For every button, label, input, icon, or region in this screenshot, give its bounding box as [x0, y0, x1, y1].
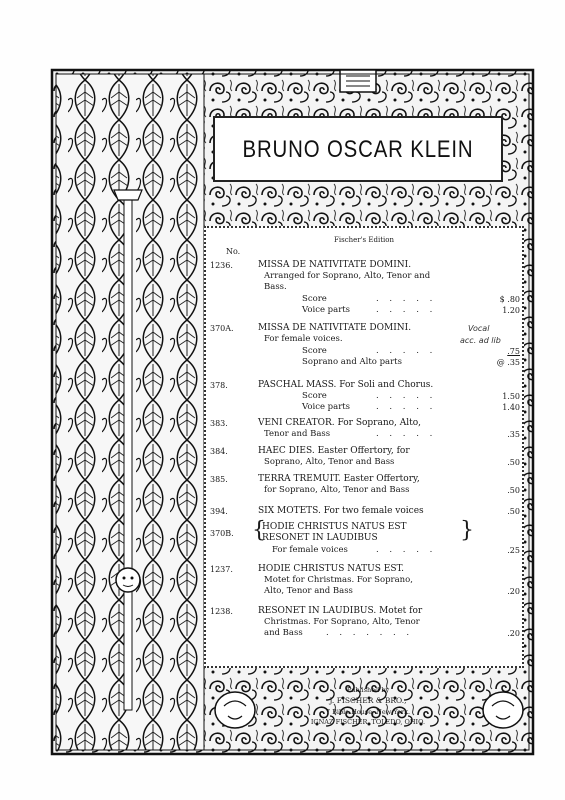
edition-label: Fischer's Edition [334, 236, 394, 244]
entry-description: Alto, Tenor and Bass [264, 586, 353, 596]
entry-description: For female voices [272, 545, 348, 555]
part-label: Voice parts [302, 305, 351, 315]
price: .25 [507, 546, 520, 555]
composer-title: BRUNO OSCAR KLEIN [242, 136, 474, 163]
entry-description: For female voices. [264, 334, 343, 344]
catalog-number: 370B. [210, 529, 234, 538]
leader-dots: . . . . . [376, 305, 437, 315]
part-label: Score [302, 346, 327, 356]
catalog-number: 1237. [210, 565, 233, 574]
price: .75 [507, 347, 520, 356]
price: .35 [507, 430, 520, 439]
entry-title: SIX MOTETS. For two female voices [258, 506, 424, 516]
catalog-number: 385. [210, 475, 228, 484]
publisher-name: J. FISCHER & BRO., [329, 696, 407, 705]
price: @ .35 [496, 358, 520, 367]
entry-title: HODIE CHRISTUS NATUS EST [262, 522, 407, 532]
leader-dots: . . . . . . . [326, 628, 414, 638]
catalog-number: 383. [210, 419, 228, 428]
catalog-number: 394. [210, 507, 228, 516]
entry-title: VENI CREATOR. For Soprano, Alto, [258, 418, 422, 428]
publisher-line: Published by [346, 686, 390, 694]
entry-title: MISSA DE NATIVITATE DOMINI. [258, 260, 412, 270]
price: .50 [507, 486, 520, 495]
entry-title: HODIE CHRISTUS NATUS EST. [258, 564, 405, 574]
publisher-imprint [254, 684, 482, 734]
price: .50 [507, 458, 520, 467]
entry-title: RESONET IN LAUDIBUS [262, 533, 378, 543]
number-column-label: No. [226, 247, 241, 256]
leader-dots: . . . . . [376, 391, 437, 401]
price: .20 [507, 629, 520, 638]
publisher-address: 7 Bible House, New York. [325, 708, 411, 716]
entry-title: MISSA DE NATIVITATE DOMINI. [258, 323, 412, 333]
catalog-number: 1238. [210, 607, 233, 616]
price: 1.40 [502, 403, 520, 412]
leader-dots: . . . . . [376, 545, 437, 555]
entry-description: Tenor and Bass [264, 429, 331, 439]
leader-dots: . . . . . [376, 346, 437, 356]
leader-dots: . . . . . [376, 294, 437, 304]
publisher-branch: IGNAZ FISCHER, TOLEDO, OHIO. [310, 718, 426, 726]
part-label: Score [302, 391, 327, 401]
part-label: Soprano and Alto parts [302, 357, 402, 367]
entry-title: PASCHAL MASS. For Soli and Chorus. [258, 380, 434, 390]
handwritten-note: acc. ad lib [460, 336, 501, 345]
entry-title: RESONET IN LAUDIBUS. Motet for [258, 606, 423, 616]
entry-description: Arranged for Soprano, Alto, Tenor and [264, 271, 431, 281]
entry-description: Soprano, Alto, Tenor and Bass [264, 457, 395, 467]
entry-title: TERRA TREMUIT. Easter Offertory, [258, 474, 420, 484]
price: 1.50 [502, 392, 520, 401]
leader-dots: . . . . . [376, 429, 437, 439]
entry-description: Bass. [264, 282, 287, 292]
catalog-number: 1236. [210, 261, 233, 270]
part-label: Voice parts [302, 402, 351, 412]
leader-dots: . . . . . [376, 402, 437, 412]
catalog-number: 370A. [210, 324, 234, 333]
brace-right: } [460, 518, 474, 543]
price: $ .80 [499, 295, 520, 304]
handwritten-note: Vocal [468, 324, 490, 333]
price: 1.20 [502, 306, 520, 315]
price: .50 [507, 507, 520, 516]
part-label: Score [302, 294, 327, 304]
brace-left: { [252, 518, 266, 543]
price: .20 [507, 587, 520, 596]
entry-description: for Soprano, Alto, Tenor and Bass [264, 485, 410, 495]
catalog-list [204, 226, 524, 668]
entry-description: and Bass [264, 628, 303, 638]
title-panel [213, 116, 503, 182]
catalog-number: 384. [210, 447, 228, 456]
entry-description: Christmas. For Soprano, Alto, Tenor [264, 617, 420, 627]
entry-description: Motet for Christmas. For Soprano, [264, 575, 413, 585]
catalog-number: 378. [210, 381, 228, 390]
entry-title: HAEC DIES. Easter Offertory, for [258, 446, 410, 456]
